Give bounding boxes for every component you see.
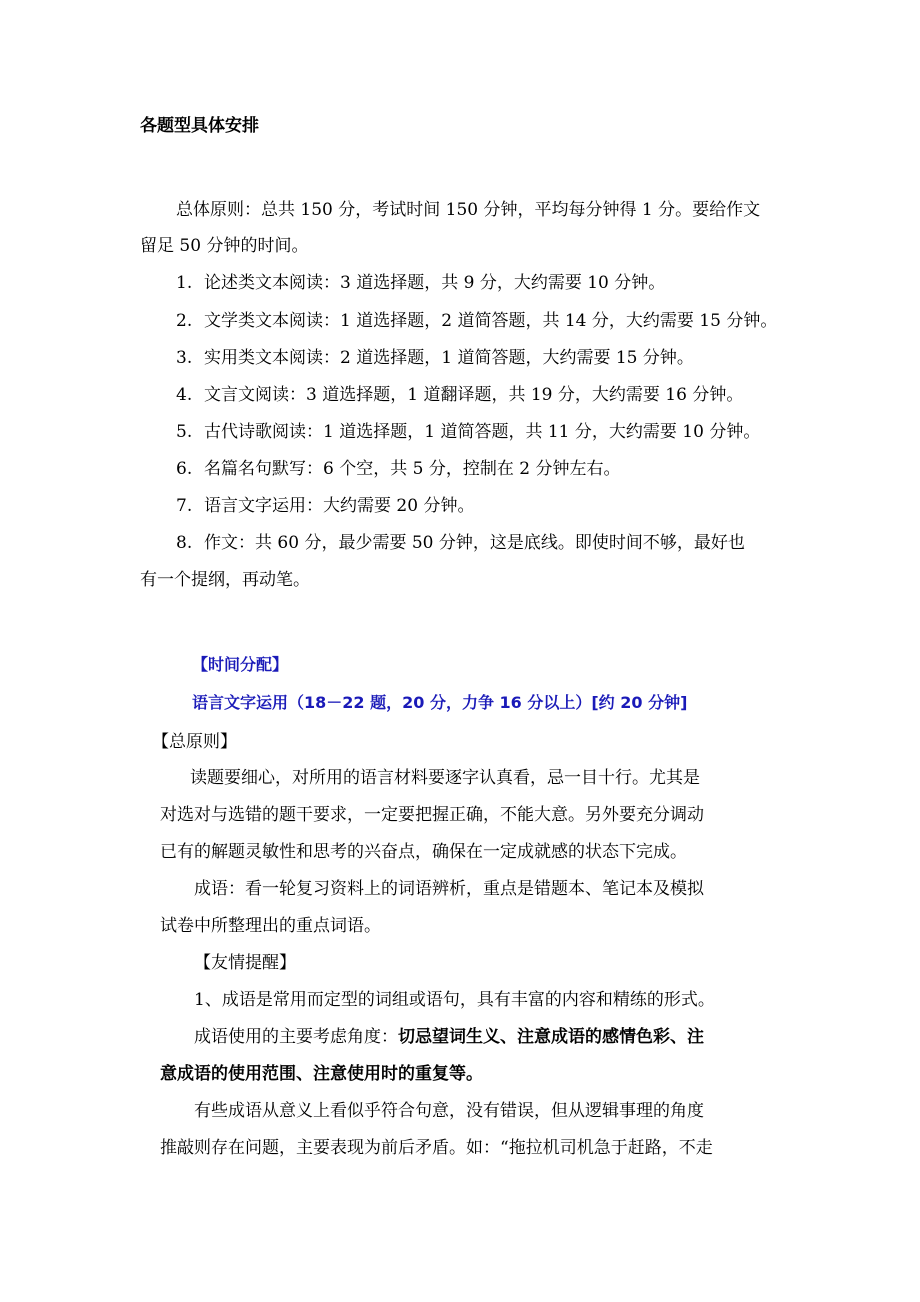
paragraph-line: 读题要细心，对所用的语言材料要逐字认真看，忌一目十行。尤其是 — [190, 768, 700, 788]
general-heading: 【总原则】 — [152, 732, 237, 752]
list-item — [176, 383, 743, 407]
list-item-text: 实用类文本阅读：2 道选择题，1 道简答题，大约需要 15 分钟。 — [204, 348, 694, 368]
list-item-number: 5. — [176, 422, 193, 442]
list-item — [176, 420, 760, 444]
list-item-text: 文学类文本阅读：1 道选择题，2 道简答题，共 14 分，大约需要 15 分钟。 — [204, 311, 778, 331]
list-item-text: 语言文字运用：大约需要 20 分钟。 — [204, 496, 475, 516]
list-item-number: 4. — [176, 385, 193, 405]
list-item-text: 古代诗歌阅读：1 道选择题，1 道简答题，共 11 分，大约需要 10 分钟。 — [204, 422, 761, 442]
paragraph-text: 成语使用的主要考虑角度： — [194, 1027, 398, 1047]
list-item — [176, 271, 665, 295]
list-item-number: 2. — [176, 311, 193, 331]
reminder-heading: 【友情提醒】 — [194, 953, 296, 973]
paragraph-line: 对选对与选错的题干要求，一定要把握正确，不能大意。另外要充分调动 — [160, 805, 704, 825]
paragraph-line: 试卷中所整理出的重点词语。 — [160, 916, 381, 936]
emphasis-text: 切忌望词生义、注意成语的感情色彩、注 — [398, 1027, 704, 1047]
paragraph-line — [194, 1025, 704, 1049]
paragraph-line: 1、成语是常用而定型的词组或语句，具有丰富的内容和精练的形式。 — [194, 990, 715, 1010]
list-item-text: 作文：共 60 分，最少需要 50 分钟，这是底线。即使时间不够，最好也 — [204, 533, 745, 553]
paragraph-line: 成语：看一轮复习资料上的词语辨析，重点是错题本、笔记本及模拟 — [194, 879, 704, 899]
list-item — [176, 457, 620, 481]
list-item-number: 6. — [176, 459, 193, 479]
list-item-number: 1. — [176, 273, 193, 293]
time-section-heading: 【时间分配】 — [192, 655, 289, 674]
list-item-number: 3. — [176, 348, 193, 368]
emphasis-line: 意成语的使用范围、注意使用时的重复等。 — [160, 1064, 483, 1084]
page-title: 各题型具体安排 — [140, 116, 259, 136]
list-item — [176, 494, 474, 518]
paragraph-line: 推敲则存在问题，主要表现为前后矛盾。如：“拖拉机司机急于赶路，不走 — [160, 1138, 713, 1158]
principle-line-1: 总体原则：总共 150 分，考试时间 150 分钟，平均每分钟得 1 分。要给作文 — [176, 200, 761, 220]
list-item — [176, 309, 777, 333]
list-item — [176, 346, 694, 370]
list-item-number: 7. — [176, 496, 193, 516]
principle-line-2: 留足 50 分钟的时间。 — [140, 236, 309, 256]
list-item-number: 8. — [176, 533, 193, 553]
list-item-text: 文言文阅读：3 道选择题，1 道翻译题，共 19 分，大约需要 16 分钟。 — [204, 385, 744, 405]
list-item — [176, 531, 745, 555]
paragraph-line: 有些成语从意义上看似乎符合句意，没有错误，但从逻辑事理的角度 — [194, 1101, 704, 1121]
time-section-subheading: 语言文字运用（18－22 题，20 分，力争 16 分以上）[约 20 分钟] — [192, 693, 688, 712]
list-item-continuation: 有一个提纲，再动笔。 — [140, 570, 310, 590]
list-item-text: 论述类文本阅读：3 道选择题，共 9 分，大约需要 10 分钟。 — [204, 273, 666, 293]
list-item-text: 名篇名句默写：6 个空，共 5 分，控制在 2 分钟左右。 — [204, 459, 621, 479]
paragraph-line: 已有的解题灵敏性和思考的兴奋点，确保在一定成就感的状态下完成。 — [160, 842, 687, 862]
